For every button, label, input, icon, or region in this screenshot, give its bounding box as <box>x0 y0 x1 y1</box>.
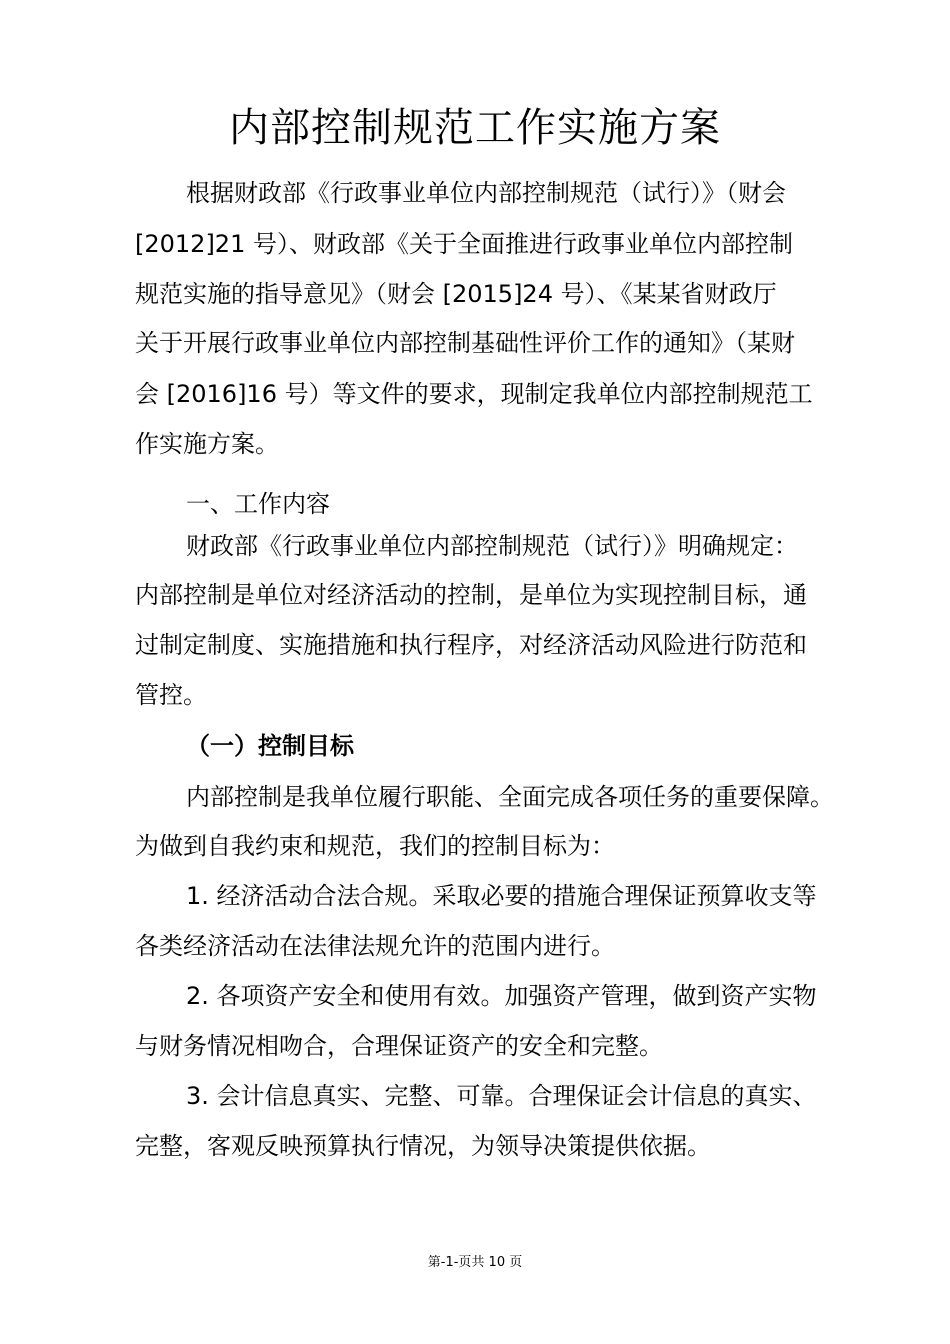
paragraph-line: 为做到自我约束和规范，我们的控制目标为： <box>135 832 615 860</box>
list-item-line: 完整，客观反映预算执行情况，为领导决策提供依据。 <box>135 1132 711 1160</box>
page-footer: 第-1-页共 10 页 <box>427 1255 523 1270</box>
list-item-line: 2. 各项资产安全和使用有效。加强资产管理，做到资产实物 <box>186 982 817 1010</box>
list-item-line: 3. 会计信息真实、完整、可靠。合理保证会计信息的真实、 <box>186 1082 817 1110</box>
paragraph-line: 财政部《行政事业单位内部控制规范（试行）》明确规定： <box>186 532 798 560</box>
paragraph-line: 会 [2016]16 号）等文件的要求，现制定我单位内部控制规范工 <box>135 380 813 408</box>
paragraph-line: 作实施方案。 <box>135 430 279 458</box>
document-title: 内部控制规范工作实施方案 <box>229 105 721 151</box>
subsection-heading: （一）控制目标 <box>186 732 354 760</box>
paragraph-line: 过制定制度、实施措施和执行程序，对经济活动风险进行防范和 <box>135 631 807 659</box>
paragraph-line: [2012]21 号）、财政部《关于全面推进行政事业单位内部控制 <box>135 230 793 258</box>
list-item-line: 与财务情况相吻合，合理保证资产的安全和完整。 <box>135 1032 663 1060</box>
paragraph-line: 关于开展行政事业单位内部控制基础性评价工作的通知》（某财 <box>135 329 795 357</box>
paragraph-line: 规范实施的指导意见》（财会 [2015]24 号）、《某某省财政厅 <box>135 280 777 308</box>
list-item-line: 各类经济活动在法律法规允许的范围内进行。 <box>135 932 615 960</box>
list-item-line: 1. 经济活动合法合规。采取必要的措施合理保证预算收支等 <box>186 882 817 910</box>
paragraph-line: 内部控制是单位对经济活动的控制，是单位为实现控制目标，通 <box>135 581 807 609</box>
section-heading: 一、工作内容 <box>186 490 330 518</box>
paragraph-line: 根据财政部《行政事业单位内部控制规范（试行）》（财会 <box>186 179 786 207</box>
paragraph-line: 管控。 <box>135 681 207 709</box>
paragraph-line: 内部控制是我单位履行职能、全面完成各项任务的重要保障。 <box>186 783 834 811</box>
